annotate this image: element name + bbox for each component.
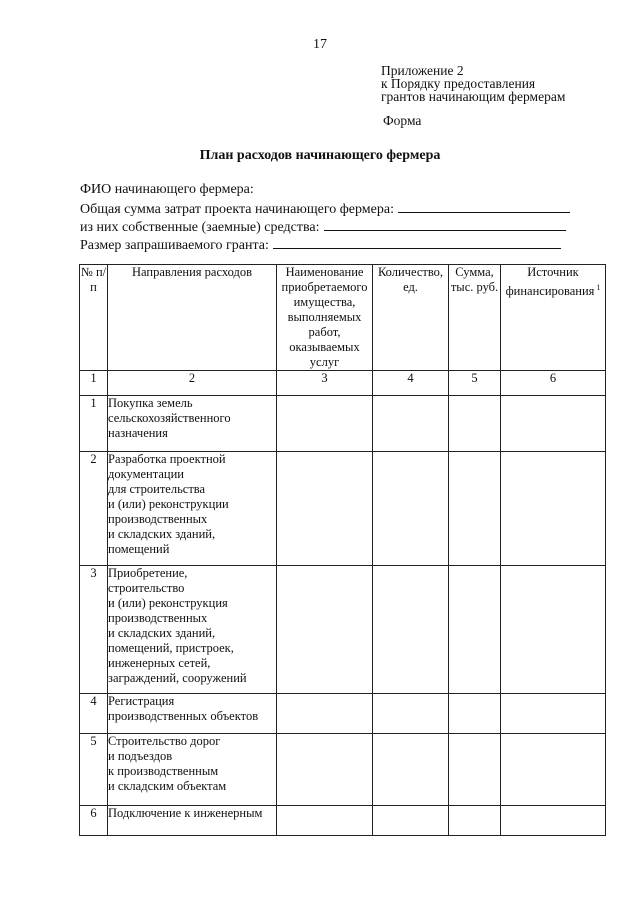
direction-line: инженерных сетей, <box>108 656 211 670</box>
grant-field <box>80 236 561 254</box>
direction-line: и складских зданий, <box>108 527 216 541</box>
direction-line: строительство <box>108 581 185 595</box>
direction-line: помещений <box>108 542 170 556</box>
table-row <box>80 396 606 452</box>
direction-line: Регистрация <box>108 694 175 708</box>
source-cell[interactable] <box>501 452 606 566</box>
header-name: Наименование приобретаемого имущества, выполняемых работ, оказываемых услуг <box>277 265 373 371</box>
qty-cell[interactable] <box>373 566 449 694</box>
source-cell[interactable] <box>501 396 606 452</box>
direction-line: для строительства <box>108 482 206 496</box>
table-row <box>80 452 606 566</box>
direction-line: производственных объектов <box>108 709 259 723</box>
direction-line: Строительство дорог <box>108 734 221 748</box>
sum-cell[interactable] <box>449 734 501 806</box>
row-direction <box>108 694 277 734</box>
source-cell[interactable] <box>501 566 606 694</box>
row-number: 6 <box>80 806 108 836</box>
direction-line: документации <box>108 467 184 481</box>
row-direction <box>108 806 277 836</box>
own-funds-field <box>80 218 566 236</box>
direction-line: Приобретение, <box>108 566 188 580</box>
column-number: 5 <box>449 371 501 396</box>
sum-cell[interactable] <box>449 694 501 734</box>
fio-field <box>80 182 254 198</box>
qty-cell[interactable] <box>373 806 449 836</box>
table-row <box>80 694 606 734</box>
source-cell[interactable] <box>501 694 606 734</box>
appendix-line-1: Приложение 2 <box>381 63 464 78</box>
direction-line: и (или) реконструкция <box>108 596 228 610</box>
expense-plan-table <box>79 264 606 836</box>
row-direction <box>108 452 277 566</box>
row-number: 5 <box>80 734 108 806</box>
total-field <box>80 200 570 218</box>
total-blank-line[interactable] <box>398 200 570 213</box>
qty-cell[interactable] <box>373 452 449 566</box>
document-title: План расходов начинающего фермера <box>199 148 441 163</box>
name-cell[interactable] <box>277 566 373 694</box>
direction-line: производственных <box>108 512 208 526</box>
direction-line: к производственным <box>108 764 219 778</box>
sum-cell[interactable] <box>449 396 501 452</box>
grant-label: Размер запрашиваемого гранта: <box>80 238 269 253</box>
name-cell[interactable] <box>277 694 373 734</box>
own-funds-blank-line[interactable] <box>324 218 566 231</box>
direction-line: и подъездов <box>108 749 173 763</box>
header-source-label: Источник финансирования <box>505 265 595 299</box>
appendix-note <box>381 64 565 103</box>
direction-line: производственных <box>108 611 208 625</box>
total-label: Общая сумма затрат проекта начинающего фермера: <box>80 202 394 217</box>
qty-cell[interactable] <box>373 694 449 734</box>
row-direction <box>108 734 277 806</box>
fio-label: ФИО начинающего фермера: <box>80 182 254 197</box>
header-sum: Сумма, тыс. руб. <box>449 265 501 371</box>
direction-line: сельскохозяйственного <box>108 411 231 425</box>
header-qty: Количество, ед. <box>373 265 449 371</box>
row-number: 2 <box>80 452 108 566</box>
row-direction <box>108 566 277 694</box>
sum-cell[interactable] <box>449 566 501 694</box>
table-row <box>80 734 606 806</box>
column-number: 6 <box>501 371 606 396</box>
footnote-marker: 1 <box>596 283 601 292</box>
direction-line: и складских зданий, <box>108 626 216 640</box>
direction-line: и (или) реконструкции <box>108 497 229 511</box>
row-number: 1 <box>80 396 108 452</box>
header-source <box>501 265 606 371</box>
page-number: 17 <box>313 37 327 52</box>
direction-line: заграждений, сооружений <box>108 671 247 685</box>
table-header-row <box>80 265 606 371</box>
column-number-row <box>80 371 606 396</box>
direction-line: помещений, пристроек, <box>108 641 234 655</box>
source-cell[interactable] <box>501 734 606 806</box>
table-row <box>80 566 606 694</box>
direction-line: Подключение к инженерным <box>108 806 263 820</box>
column-number: 1 <box>80 371 108 396</box>
appendix-line-3: грантов начинающим фермерам <box>381 89 566 104</box>
row-direction <box>108 396 277 452</box>
name-cell[interactable] <box>277 806 373 836</box>
row-number: 3 <box>80 566 108 694</box>
header-direction: Направления расходов <box>108 265 277 371</box>
direction-line: и складским объектам <box>108 779 227 793</box>
row-number: 4 <box>80 694 108 734</box>
source-cell[interactable] <box>501 806 606 836</box>
header-num: № п/п <box>80 265 108 371</box>
form-label: Форма <box>383 113 422 128</box>
name-cell[interactable] <box>277 452 373 566</box>
sum-cell[interactable] <box>449 452 501 566</box>
sum-cell[interactable] <box>449 806 501 836</box>
direction-line: назначения <box>108 426 168 440</box>
qty-cell[interactable] <box>373 734 449 806</box>
name-cell[interactable] <box>277 396 373 452</box>
own-funds-label: из них собственные (заемные) средства: <box>80 220 320 235</box>
appendix-line-2: к Порядку предоставления <box>381 76 536 91</box>
direction-line: Разработка проектной <box>108 452 226 466</box>
column-number: 3 <box>277 371 373 396</box>
table-row <box>80 806 606 836</box>
direction-line: Покупка земель <box>108 396 193 410</box>
grant-blank-line[interactable] <box>273 236 561 249</box>
name-cell[interactable] <box>277 734 373 806</box>
qty-cell[interactable] <box>373 396 449 452</box>
column-number: 2 <box>108 371 277 396</box>
column-number: 4 <box>373 371 449 396</box>
